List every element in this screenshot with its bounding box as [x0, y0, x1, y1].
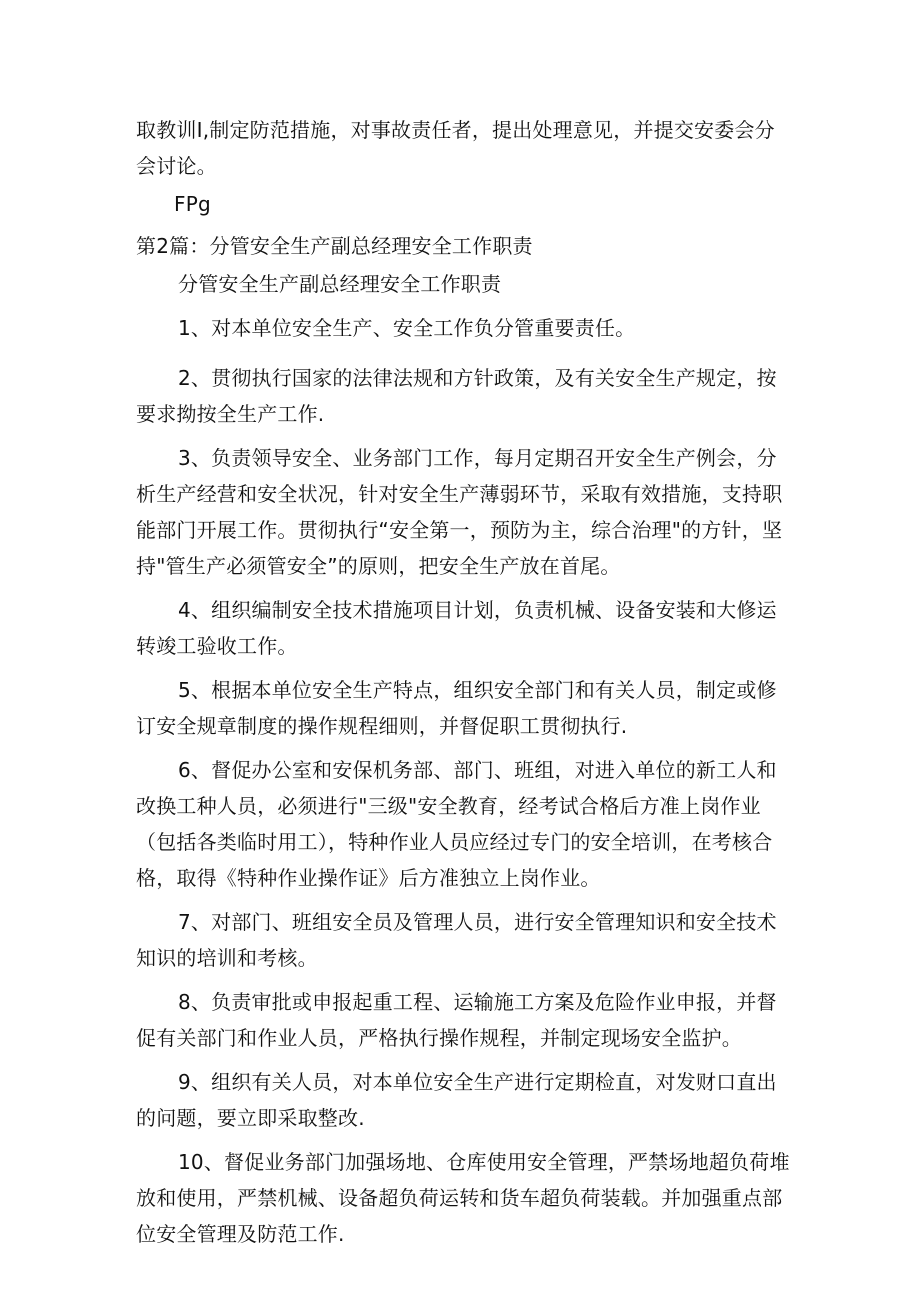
list-item: 3、负责领导安全、业务部门工作，每月定期召开安全生产例会，分析生产经营和安全状况，针对安全生产薄弱环节，采取有效措施，支持职能部门开展工作。贯彻执行“安全第一，预防为主，综合治理"的方针，坚持"管生产必须管安全”的原则，把安全生产放在首尾。: [136, 446, 783, 578]
list-item: 9、组织有关人员，对本单位安全生产进行定期检直，对发财口直出的问题，要立即采取整改.: [136, 1070, 777, 1130]
intro-paragraph: 取教训I,制定防范措施，对事故责任者，提出处理意见，并提交安委会分会讨论。: [136, 118, 775, 178]
list-item: 6、督促办公室和安保机务部、部门、班组，对进入单位的新工人和改换工种人员，必须进行"三级"安全教育，经考试合格后方准上岗作业（包括各类临时用工），特种作业人员应经过专门的安全培训，在考核合格，取得《特种作业操作证》后方准独立上岗作业。: [136, 758, 777, 890]
page-marker: FPg: [174, 192, 211, 216]
list-item: 1、对本单位安全生产、安全工作负分管重要责任。: [178, 316, 636, 340]
list-item: 10、督促业务部门加强场地、仓库使用安全管理，严禁场地超负荷堆放和使用，严禁机械、设备超负荷运转和货车超负荷装载。并加强重点部位安全管理及防范工作.: [136, 1150, 790, 1246]
section-title: 分管安全生产副总经理安全工作职责: [178, 272, 502, 296]
document-body: [136, 112, 792, 1252]
list-item: 8、负责审批或申报起重工程、运输施工方案及危险作业申报，并督促有关部门和作业人员，严格执行操作规程，并制定现场安全监护。: [136, 990, 777, 1050]
list-item: 5、根据本单位安全生产特点，组织安全部门和有关人员，制定或修订安全规章制度的操作规程细则，并督促职工贯彻执行.: [136, 678, 777, 738]
list-item: 4、组织编制安全技术措施项目计划，负责机械、设备安装和大修运转竣工验收工作。: [136, 598, 777, 658]
chapter-heading: 第2篇：分管安全生产副总经理安全工作职责: [136, 234, 533, 258]
list-item: 2、贯彻执行国家的法律法规和方针政策，及有关安全生产规定，按要求拗按全生产工作.: [136, 366, 777, 426]
list-item: 7、对部门、班组安全员及管理人员，进行安全管理知识和安全技术知识的培训和考核。: [136, 910, 777, 970]
